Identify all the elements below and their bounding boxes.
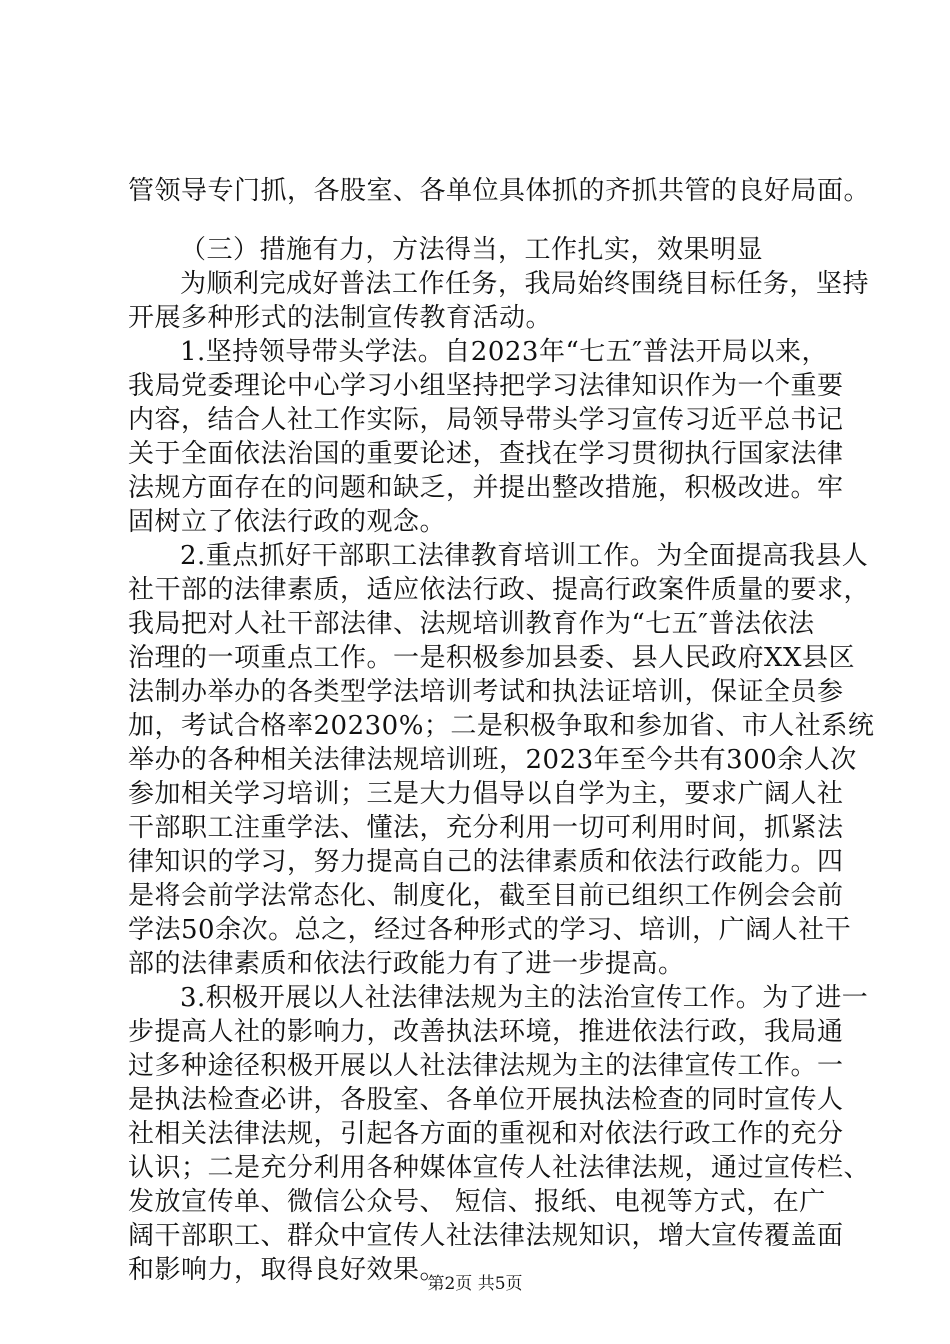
paragraph-line: 律知识的学习，努力提高自己的法律素质和依法行政能力。四 [128,847,844,877]
paragraph-line: 学法50余次。总之，经过各种形式的学习、培训，广阔人社干 [128,915,852,945]
paragraph-line: 法制办举办的各类型学法培训考试和执法证培训，保证全员参 [128,677,844,707]
paragraph-line: 步提高人社的影响力，改善执法环境，推进依法行政，我局通 [128,1017,844,1047]
paragraph-line: 为顺利完成好普法工作任务，我局始终围绕目标任务，坚持 [180,269,870,299]
paragraph-line: 法规方面存在的问题和缺乏，并提出整改措施，积极改进。牢 [128,473,844,503]
paragraph-line: 管领导专门抓，各股室、各单位具体抓的齐抓共管的良好局面。 [128,176,871,206]
paragraph-line: 治理的一项重点工作。一是积极参加县委、县人民政府XX县区 [128,643,856,673]
paragraph-line: 加，考试合格率20230%；二是积极争取和参加省、市人社系统 [128,711,875,741]
section-heading: （三）措施有力，方法得当，工作扎实，效果明显 [180,235,764,265]
paragraph-line: 认识；二是充分利用各种媒体宣传人社法律法规，通过宣传栏、 [128,1153,871,1183]
paragraph-line: 3.积极开展以人社法律法规为主的法治宣传工作。为了进一 [180,983,869,1013]
paragraph-line: 阔干部职工、群众中宣传人社法律法规知识，增大宣传覆盖面 [128,1221,844,1251]
paragraph-line: 社相关法律法规，引起各方面的重视和对依法行政工作的充分 [128,1119,844,1149]
paragraph-line: 发放宣传单、微信公众号、 短信、报纸、电视等方式，在广 [128,1187,826,1217]
paragraph-line: 开展多种形式的法制宣传教育活动。 [128,303,553,333]
paragraph-line: 内容，结合人社工作实际，局领导带头学习宣传习近平总书记 [128,405,844,435]
paragraph-line: 是执法检查必讲，各股室、各单位开展执法检查的同时宣传人 [128,1085,844,1115]
paragraph-line: 1.坚持领导带头学法。自2023年“七五″普法开局以来， [180,337,828,367]
paragraph-line: 是将会前学法常态化、制度化，截至目前已组织工作例会会前 [128,881,844,911]
paragraph-line: 部的法律素质和依法行政能力有了进一步提高。 [128,949,685,979]
paragraph-line: 2.重点抓好干部职工法律教育培训工作。为全面提高我县人 [180,541,869,571]
paragraph-line: 干部职工注重学法、懂法，充分利用一切可利用时间，抓紧法 [128,813,844,843]
paragraph-line: 举办的各种相关法律法规培训班，2023年至今共有300余人次 [128,745,857,775]
paragraph-line: 关于全面依法治国的重要论述，查找在学习贯彻执行国家法律 [128,439,844,469]
paragraph-line: 和影响力，取得良好效果。 [128,1255,447,1285]
paragraph-line: 参加相关学习培训；三是大力倡导以自学为主，要求广阔人社 [128,779,844,809]
paragraph-line: 固树立了依法行政的观念。 [128,507,447,537]
paragraph-line: 我局把对人社干部法律、法规培训教育作为“七五″普法依法 [128,609,815,639]
paragraph-line: 我局党委理论中心学习小组坚持把学习法律知识作为一个重要 [128,371,844,401]
page-number-footer: 第2页 共5页 [427,1274,523,1294]
paragraph-line: 过多种途径积极开展以人社法律法规为主的法律宣传工作。一 [128,1051,844,1081]
paragraph-line: 社干部的法律素质，适应依法行政、提高行政案件质量的要求， [128,575,871,605]
